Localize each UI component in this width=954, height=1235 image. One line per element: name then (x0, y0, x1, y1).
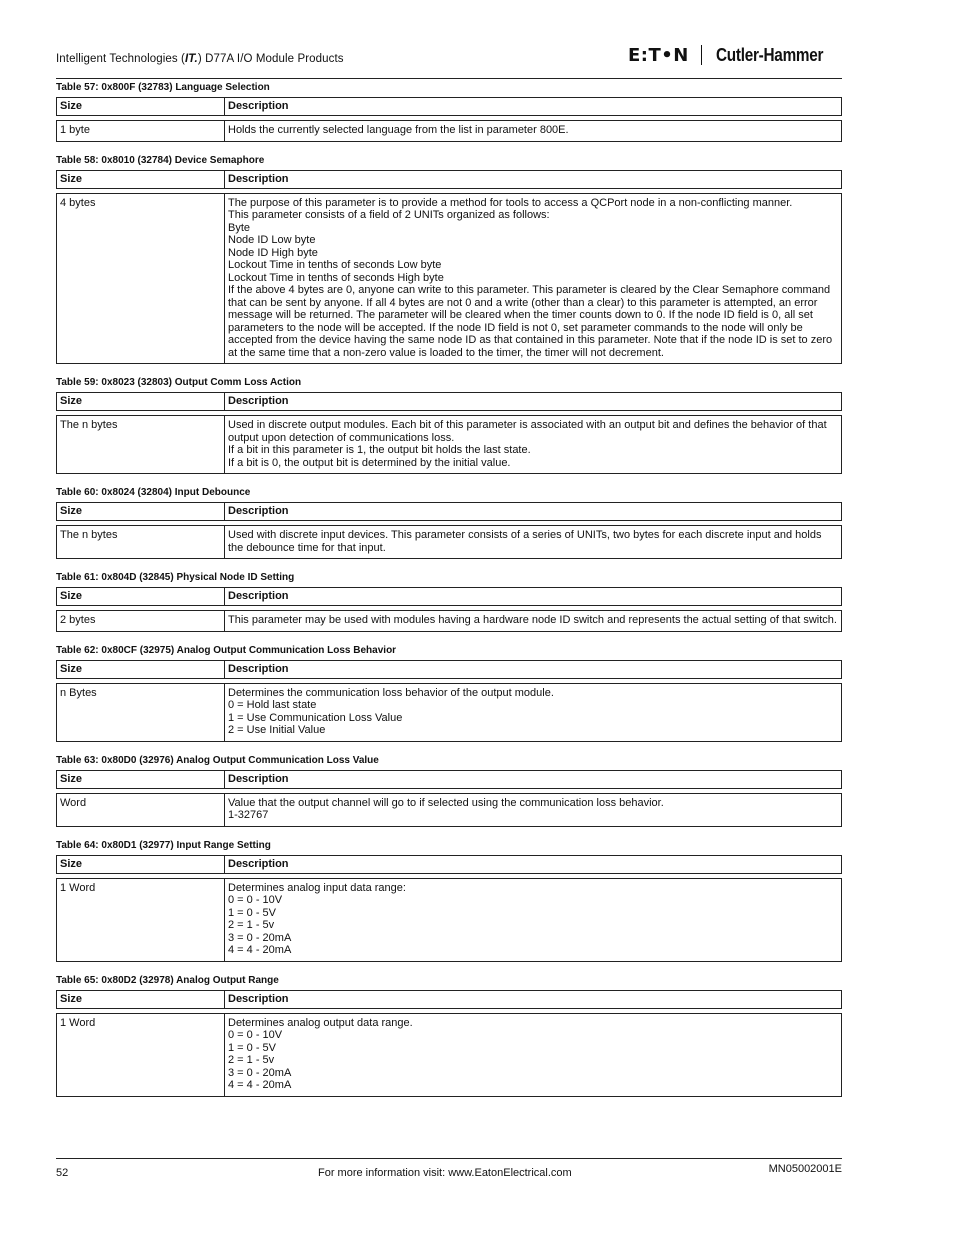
table-row (56, 120, 842, 142)
table-row (56, 683, 842, 742)
size-cell: The n bytes (57, 526, 225, 558)
table-header-row (56, 170, 842, 189)
column-header-size: Size (57, 171, 225, 188)
column-header-size: Size (57, 393, 225, 410)
table-row (56, 193, 842, 365)
table-header-row (56, 990, 842, 1009)
description-line: Determines analog input data range: (228, 881, 406, 894)
table-title: Table 65: 0x80D2 (32978) Analog Output Range (56, 974, 279, 986)
page-number: 52 (56, 1167, 69, 1179)
logo-divider (701, 45, 702, 65)
description-line: Node ID High byte (228, 246, 318, 259)
table-row (56, 610, 842, 632)
description-line: 4 = 4 - 20mA (228, 1079, 292, 1091)
table-title: Table 60: 0x8024 (32804) Input Debounce (56, 487, 251, 498)
size-cell: 2 bytes (57, 611, 225, 631)
size-cell: Word (57, 794, 225, 826)
column-header-description: Description (228, 590, 289, 602)
column-header-description: Description (228, 505, 289, 517)
table-title: Table 58: 0x8010 (32784) Device Semaphore (56, 154, 265, 166)
description-line: Lockout Time in tenths of seconds High byte (228, 271, 444, 284)
column-header-description: Description (228, 662, 289, 675)
description-line: 1-32767 (228, 809, 269, 821)
column-header-size: Size (57, 588, 225, 605)
description-line: If a bit in this parameter is 1, the output bit holds the last state. (228, 444, 531, 456)
description-cell (225, 121, 841, 141)
description-cell (225, 526, 841, 558)
description-line: Determines analog output data range. (228, 1016, 413, 1029)
description-line: Holds the currently selected language from the list in parameter 800E. (228, 124, 569, 136)
table-header-row (56, 855, 842, 874)
description-cell (225, 611, 841, 631)
footer-info: For more information visit: www.EatonElectrical.com (318, 1167, 572, 1179)
page-header (56, 44, 842, 79)
size-cell: The n bytes (57, 416, 225, 473)
table-header-row (56, 660, 842, 679)
description-line: 0 = 0 - 10V (228, 1029, 283, 1041)
brand-logo (628, 44, 842, 66)
column-header-description: Description (228, 100, 289, 112)
size-cell: 1 byte (57, 121, 225, 141)
table-row (56, 878, 842, 962)
description-line: The purpose of this parameter is to provide a method for tools to access a QCPort node in a non-conflicting manner. (228, 196, 793, 209)
description-line: 0 = Hold last state (228, 699, 317, 711)
description-line: 3 = 0 - 20mA (228, 1066, 292, 1079)
description-line: 2 = 1 - 5v (228, 1054, 275, 1066)
title-suffix: ) D77A I/O Module Products (197, 53, 344, 65)
size-cell: 1 Word (57, 879, 225, 961)
parameter-tables (56, 82, 842, 1110)
table-header-row (56, 502, 842, 521)
size-cell: 1 Word (57, 1014, 225, 1096)
description-line: 2 = 1 - 5v (228, 919, 275, 931)
table-row (56, 1013, 842, 1097)
description-line: This parameter may be used with modules having a hardware node ID switch and represents the actual setting of that switch. (228, 614, 837, 626)
table-header-row (56, 770, 842, 789)
description-line: Used in discrete output modules. Each bit of this parameter is associated with an output bit and defines the behavior of that output upon detection of communications loss. (228, 419, 827, 444)
table-row (56, 525, 842, 559)
size-cell: n Bytes (57, 684, 225, 741)
column-header-size: Size (57, 771, 225, 788)
table-row (56, 793, 842, 827)
table-row (56, 415, 842, 474)
eaton-logo: E:T•N (628, 44, 689, 66)
description-line: 1 = 0 - 5V (228, 906, 277, 919)
table-title: Table 64: 0x80D1 (32977) Input Range Setting (56, 839, 271, 851)
description-line: If the above 4 bytes are 0, anyone can write to this parameter. This parameter is cleared by the Clear Semaphore command that can be sent by anyone. If all 4 bytes are not 0 and a write (other than a clear) to this parameter is attempted, an error message will be returned. The parameter will be cleared when the timer counts down to 0. If the node ID field is 0, all set parameters to the node will be accepted. If the node ID field is not 0, set parameter commands to the node will only be accepted from the device having the same node ID as that contained in this parameter. Note that if the node ID is set to zero at the same time that a non-zero value is loaded to the timer, the timer will not decrement. (228, 284, 833, 359)
column-header-description: Description (228, 857, 289, 870)
table-header-row (56, 97, 842, 116)
size-cell: 4 bytes (57, 194, 225, 364)
column-header-size: Size (57, 661, 225, 678)
description-cell (225, 794, 841, 826)
column-header-description: Description (228, 172, 289, 185)
column-header-description: Description (228, 992, 289, 1005)
column-header-size: Size (57, 98, 225, 115)
description-line: This parameter consists of a field of 2 UNITs organized as follows: (228, 209, 550, 221)
column-header-size: Size (57, 856, 225, 873)
table-title: Table 63: 0x80D0 (32976) Analog Output Communication Loss Value (56, 754, 379, 766)
description-line: 2 = Use Initial Value (228, 724, 326, 736)
table-header-row (56, 587, 842, 606)
description-line: 1 = Use Communication Loss Value (228, 711, 403, 724)
description-line: 0 = 0 - 10V (228, 894, 283, 906)
description-line: 3 = 0 - 20mA (228, 931, 292, 944)
description-line: Lockout Time in tenths of seconds Low byte (228, 259, 442, 271)
description-line: Determines the communication loss behavior of the output module. (228, 686, 554, 699)
table-header-row (56, 392, 842, 411)
table-title: Table 62: 0x80CF (32975) Analog Output Communication Loss Behavior (56, 644, 397, 656)
column-header-description: Description (228, 772, 289, 785)
column-header-description: Description (228, 395, 289, 407)
description-line: 4 = 4 - 20mA (228, 944, 292, 956)
table-title: Table 61: 0x804D (32845) Physical Node ID Setting (56, 572, 295, 583)
table-title: Table 57: 0x800F (32783) Language Selection (56, 82, 270, 93)
table-title: Table 59: 0x8023 (32803) Output Comm Loss Action (56, 377, 302, 388)
description-line: 1 = 0 - 5V (228, 1041, 277, 1054)
description-line: If a bit is 0, the output bit is determined by the initial value. (228, 456, 511, 469)
description-line: Value that the output channel will go to if selected using the communication loss behavior. (228, 796, 664, 809)
cutler-hammer-logo: Cutler-Hammer (715, 44, 824, 65)
description-cell (225, 1014, 841, 1096)
title-it: IT. (184, 53, 198, 65)
description-line: Node ID Low byte (228, 234, 316, 246)
description-line: Byte (228, 221, 251, 234)
description-cell (225, 684, 841, 741)
document-id: MN05002001E (768, 1163, 842, 1175)
description-cell (225, 879, 841, 961)
title-prefix: Intelligent Technologies ( (56, 53, 185, 65)
description-cell (225, 416, 841, 473)
description-line: Used with discrete input devices. This parameter consists of a series of UNITs, two bytes for each discrete input and holds the debounce time for that input. (228, 529, 822, 554)
document-title (56, 53, 344, 65)
page-footer (56, 1158, 842, 1189)
description-cell (225, 194, 841, 364)
column-header-size: Size (57, 991, 225, 1008)
column-header-size: Size (57, 503, 225, 520)
